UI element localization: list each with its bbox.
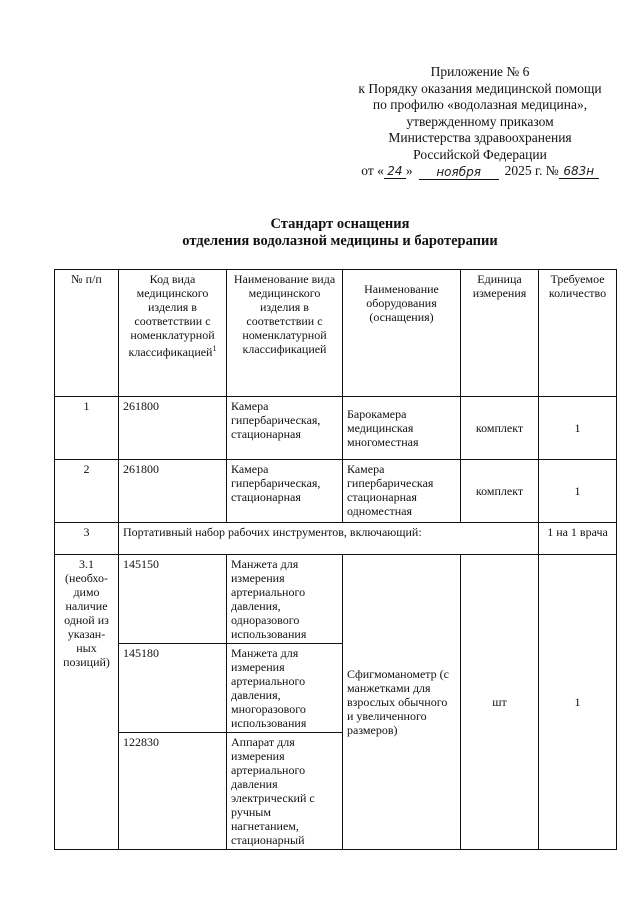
table-row [55, 523, 617, 555]
cell-qty: 1 [539, 397, 617, 460]
cell-unit: комплект [461, 460, 539, 523]
table-row [55, 555, 617, 644]
annex-line-profile: по профилю «водолазная медицина», [372, 97, 588, 112]
table-row [55, 397, 617, 460]
cell-code: 145180 [119, 644, 227, 733]
header-code [119, 270, 227, 397]
handwritten-number: 683н [559, 164, 599, 179]
cell-num: 3 [55, 523, 119, 555]
cell-kind: Манжета для измерения артериального давления, одноразового использования [227, 555, 343, 644]
cell-equipment: Камера гипербарическая стационарная одноместная [343, 460, 461, 523]
cell-num: 3.1 (необхо-димо наличие одной из указан-ных позиций) [55, 555, 119, 850]
header-unit: Единица измерения [461, 270, 539, 397]
header-kind: Наименование вида медицинского изделия в соответствии с номенклатурной классификацией [227, 270, 343, 397]
year-text: 2025 г. № [504, 163, 559, 178]
cell-kind: Манжета для измерения артериального давления, многоразового использования [227, 644, 343, 733]
date-prefix: от « [361, 163, 384, 178]
table-row [55, 460, 617, 523]
cell-kind: Камера гипербарическая, стационарная [227, 397, 343, 460]
cell-code: 145150 [119, 555, 227, 644]
handwritten-day: 24 [384, 164, 406, 179]
header-code-text: Код вида медицинского изделия в соответствии с номенклатурной классификацией [128, 272, 215, 359]
cell-unit: шт [461, 555, 539, 850]
cell-qty: 1 на 1 врача [539, 523, 617, 555]
cell-kit-description: Портативный набор рабочих инструментов, включающий: [119, 523, 539, 555]
cell-kind: Аппарат для измерения артериального давления электрический с ручным нагнетанием, стационарный [227, 733, 343, 850]
cell-kind: Камера гипербарическая, стационарная [227, 460, 343, 523]
annex-title: Приложение № 6 [430, 64, 530, 79]
document-heading [0, 216, 640, 250]
cell-num: 2 [55, 460, 119, 523]
cell-code: 261800 [119, 460, 227, 523]
cell-unit: комплект [461, 397, 539, 460]
table-header-row [55, 270, 617, 397]
annex-line-approved: утвержденному приказом [406, 113, 554, 129]
annex-block [330, 64, 630, 180]
handwritten-month: ноября [419, 165, 499, 180]
annex-line-order: к Порядку оказания медицинской помощи [358, 80, 602, 96]
heading-line-2: отделения водолазной медицины и баротерапии [182, 233, 498, 249]
annex-date-line [330, 163, 630, 180]
annex-line-ministry: Министерства здравоохранения [388, 130, 572, 145]
equipment-standard-table [54, 269, 617, 850]
header-qty: Требуемое количество [539, 270, 617, 397]
cell-qty: 1 [539, 460, 617, 523]
annex-line-country: Российской Федерации [413, 146, 547, 162]
cell-code: 261800 [119, 397, 227, 460]
date-quote-close: » [405, 163, 413, 178]
cell-num: 1 [55, 397, 119, 460]
cell-equipment: Сфигмоманометр (с манжетками для взрослых обычного и увеличенного размеров) [343, 555, 461, 850]
cell-equipment: Барокамера медицинская многоместная [343, 397, 461, 460]
cell-qty: 1 [539, 555, 617, 850]
header-equipment: Наименование оборудования (оснащения) [343, 270, 461, 397]
header-num: № п/п [55, 270, 119, 397]
cell-code: 122830 [119, 733, 227, 850]
heading-line-1: Стандарт оснащения [270, 216, 410, 232]
footnote-marker: 1 [212, 344, 217, 353]
